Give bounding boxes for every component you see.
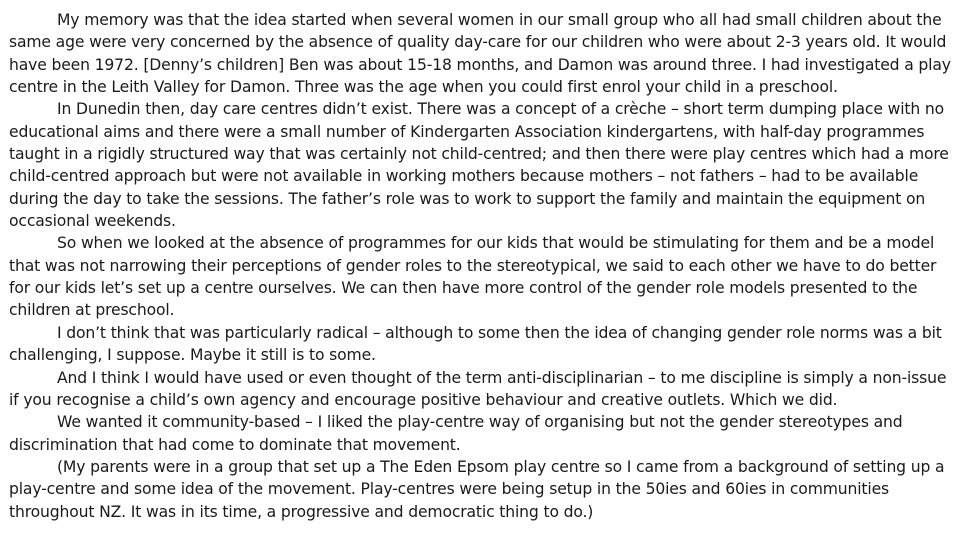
paragraph-2: In Dunedin then, day care centres didn’t exist. There was a concept of a crèche – short term dumping place with no educational aims and there were a small number of Kindergarten Association kindergartens, with half-day programmes taught in a rigidly structured way that was certainly not child-centred; and then there were play centres which had a more child-centred approach but were not available in working mothers because mothers – not fathers – had to be available during the day to take the sessions. The father’s role was to work to support the family and maintain the equipment on occasional weekends. (9, 100, 949, 231)
paragraph-6: We wanted it community-based – I liked the play-centre way of organising but not the gender stereotypes and discrimination that had come to dominate that movement. (9, 413, 903, 454)
paragraph-5: And I think I would have used or even thought of the term anti-disciplinarian – to me discipline is simply a non-issue if you recognise a child’s own agency and encourage positive behaviour and creative outlets. Which we did. (9, 368, 947, 409)
paragraph-3: So when we looked at the absence of programmes for our kids that would be stimulating for them and be a model that was not narrowing their perceptions of gender roles to the stereotypical, we said to each other we have to do better for our kids let’s set up a centre ourselves. We can then have more control of the gender role models presented to the children at preschool. (9, 234, 937, 320)
paragraph-1: My memory was that the idea started when several women in our small group who all had small children about the same age were very concerned by the absence of quality day-care for our children who were about 2-3 years old. It would have been 1972. [Denny’s children] Ben was about 15-18 months, and Damon was around three. I had investigated a play centre in the Leith Valley for Damon. Three was the age when you could first enrol your child in a preschool. (9, 11, 951, 97)
paragraph-7: (My parents were in a group that set up a The Eden Epsom play centre so I came from a background of setting up a play-centre and some idea of the movement. Play-centres were being setup in the 50ies and 60ies in communities throughout NZ. It was in its time, a progressive and democratic thing to do.) (9, 457, 945, 521)
paragraph-4: I don’t think that was particularly radical – although to some then the idea of changing gender role norms was a bit challenging, I suppose. Maybe it still is to some. (9, 323, 942, 365)
